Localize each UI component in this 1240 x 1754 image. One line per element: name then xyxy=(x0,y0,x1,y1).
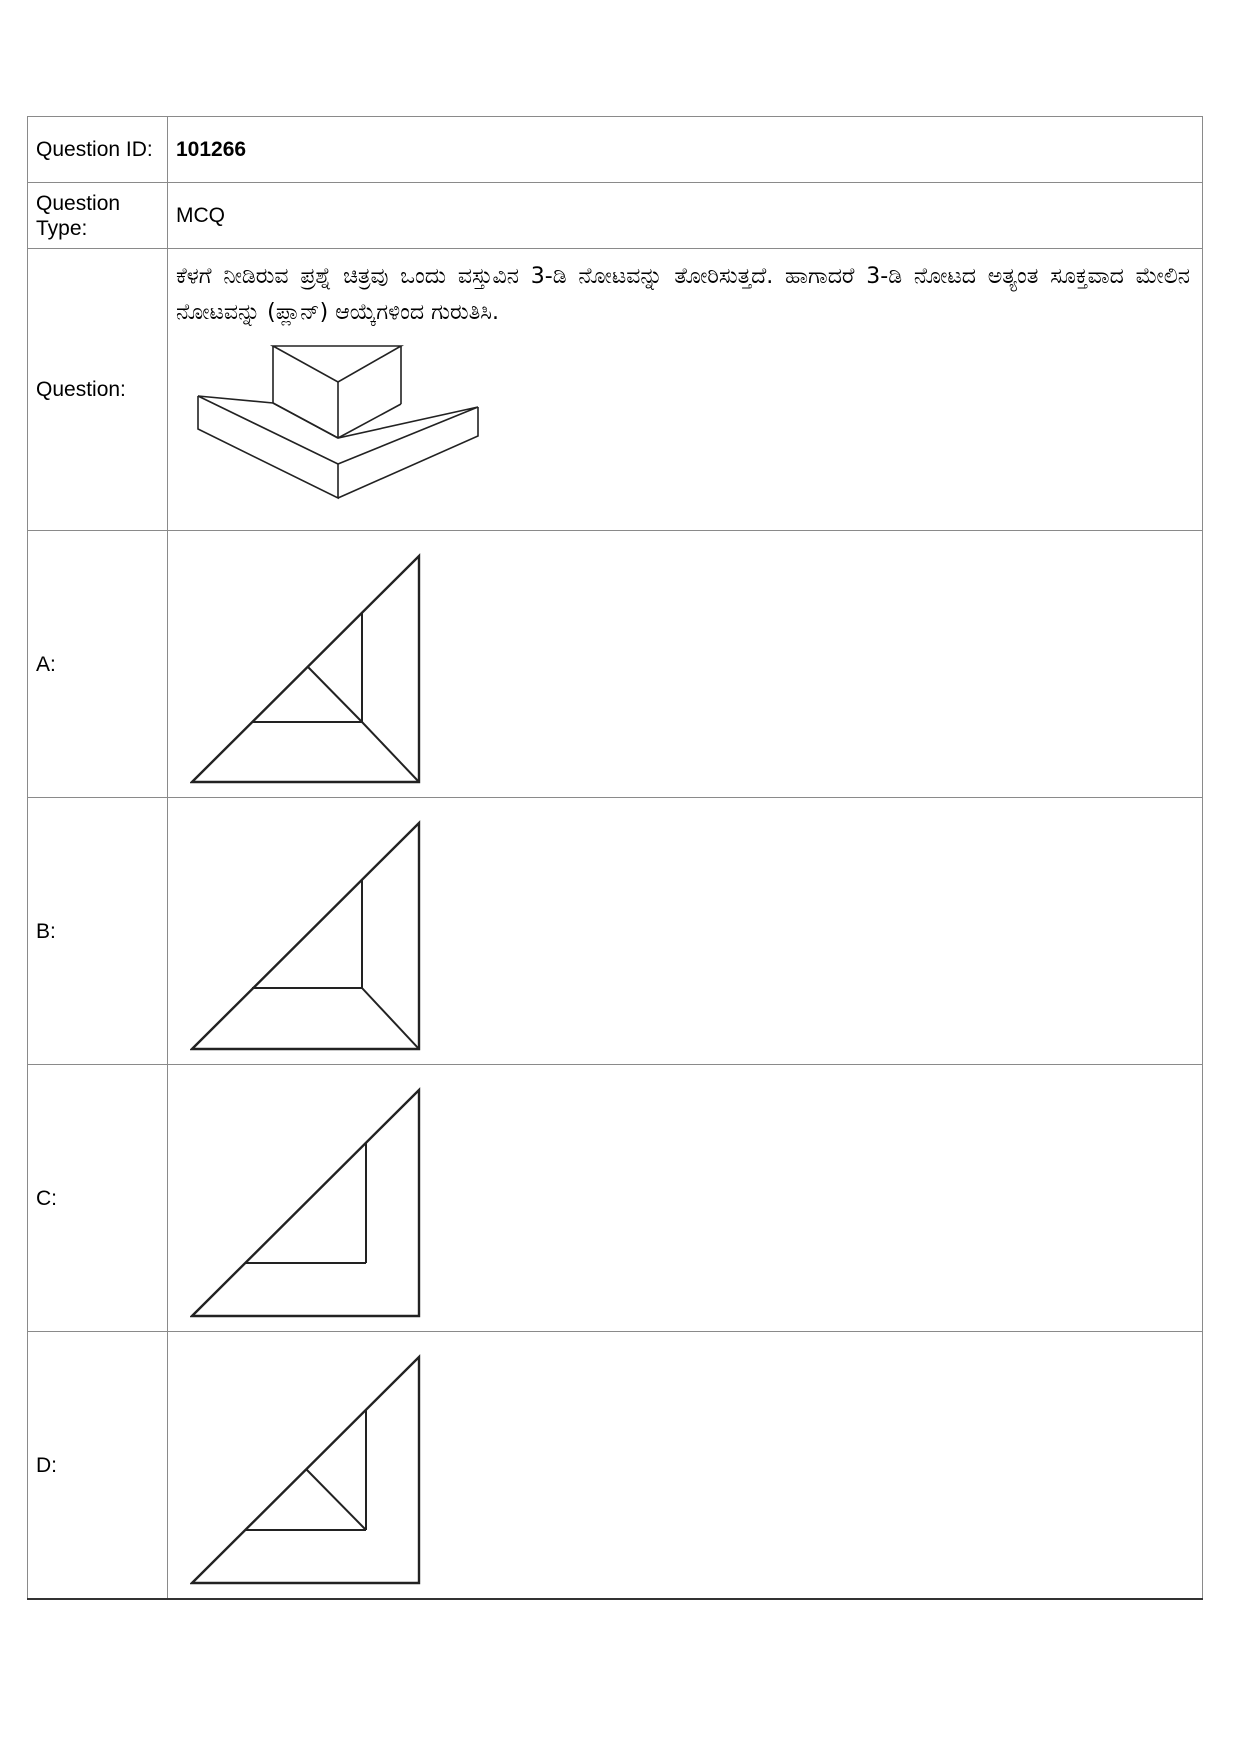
option-label-b: B: xyxy=(28,798,168,1065)
question-type-label: Question Type: xyxy=(28,183,168,249)
question-3d-figure xyxy=(188,331,488,517)
option-d-figure xyxy=(190,1341,430,1589)
option-a-figure xyxy=(190,540,430,788)
option-row-d xyxy=(28,1332,1203,1600)
question-id-row xyxy=(28,117,1203,183)
option-cell-a[interactable] xyxy=(168,531,1203,798)
option-cell-d[interactable] xyxy=(168,1332,1203,1600)
option-row-c xyxy=(28,1065,1203,1332)
question-type-value: MCQ xyxy=(168,183,1203,249)
question-table xyxy=(27,116,1203,1600)
question-cell xyxy=(168,249,1203,531)
option-c-figure xyxy=(190,1074,430,1322)
option-label-c: C: xyxy=(28,1065,168,1332)
option-label-d: D: xyxy=(28,1332,168,1600)
option-cell-b[interactable] xyxy=(168,798,1203,1065)
option-label-a: A: xyxy=(28,531,168,798)
option-cell-c[interactable] xyxy=(168,1065,1203,1332)
option-row-a xyxy=(28,531,1203,798)
question-row xyxy=(28,249,1203,531)
question-id-value: 101266 xyxy=(168,117,1203,183)
question-text: ಕೆಳಗೆ ನೀಡಿರುವ ಪ್ರಶ್ನೆ ಚಿತ್ರವು ಒಂದು ವಸ್ತುವಿನ 3-ಡಿ ನೋಟವನ್ನು ತೋರಿಸುತ್ತದೆ. ಹಾಗಾದರೆ 3-ಡಿ ನೋಟದ ಅತ್ಯಂತ ಸೂಕ್ತವಾದ ಮೇಲಿನ ನೋಟವನ್ನು (ಪ್ಲಾನ್) ಆಯ್ಕೆಗಳಿಂದ ಗುರುತಿಸಿ. xyxy=(176,264,1190,325)
question-type-row xyxy=(28,183,1203,249)
question-id-label: Question ID: xyxy=(28,117,168,183)
option-b-figure xyxy=(190,807,430,1055)
option-row-b xyxy=(28,798,1203,1065)
question-label: Question: xyxy=(28,249,168,531)
